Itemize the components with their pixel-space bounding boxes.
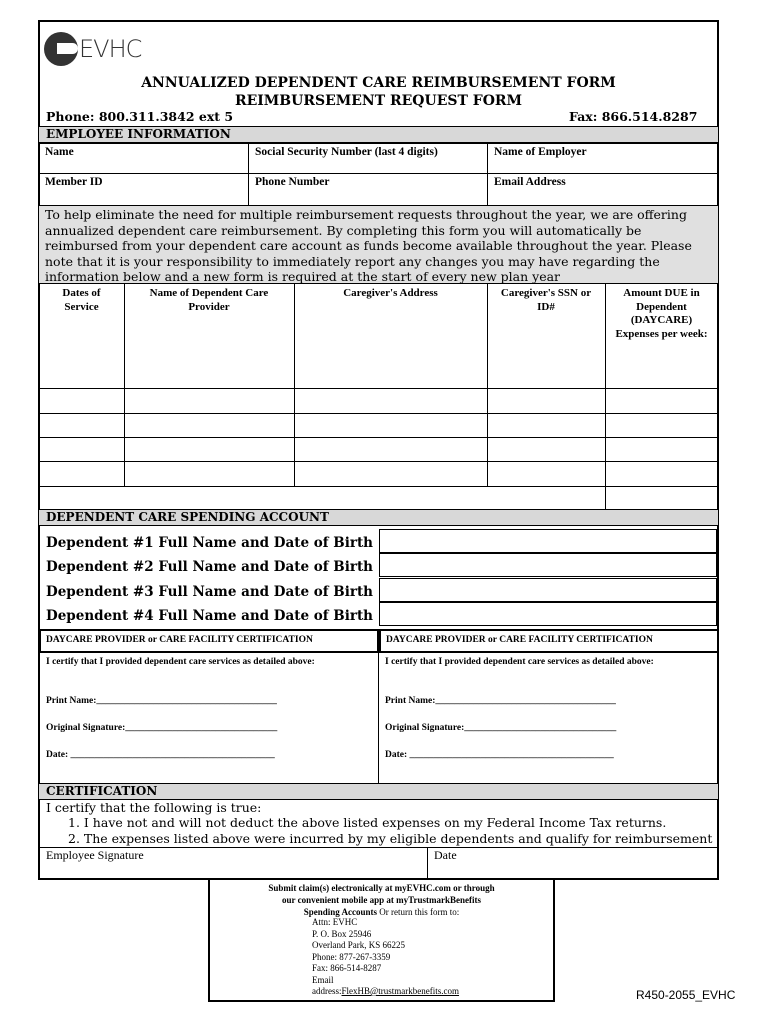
- signature-left[interactable]: Original Signature:________________________________: [46, 723, 278, 733]
- name-field[interactable]: [39, 143, 249, 174]
- mailing-phone: Phone: 877-267-3359: [312, 951, 391, 962]
- dependent-1-label: Dependent #1 Full Name and Date of Birth: [46, 535, 373, 551]
- provider-statement-right: I certify that I provided dependent care services as detailed above:: [385, 657, 654, 667]
- mailing-city: Overland Park, KS 66225: [312, 940, 405, 950]
- table-row[interactable]: [39, 461, 718, 462]
- email-label: Email Address: [494, 176, 566, 188]
- provider-statement-left: I certify that I provided dependent care services as detailed above:: [46, 657, 315, 667]
- table-row[interactable]: [39, 486, 718, 487]
- phone-label: Phone Number: [255, 176, 330, 188]
- mailing-email-label: Email: [312, 974, 334, 985]
- col-caregiver-address: Caregiver's Address: [343, 287, 438, 299]
- evhc-logo: [44, 32, 141, 66]
- member-id-label: Member ID: [45, 176, 103, 188]
- phone-number: Phone: 800.311.3842 ext 5: [46, 109, 234, 124]
- dcsa-heading: DEPENDENT CARE SPENDING ACCOUNT: [39, 509, 718, 526]
- col-amount-due: Amount DUE in Dependent (DAYCARE) Expenses per week:: [615, 287, 708, 340]
- dependent-2-label: Dependent #2 Full Name and Date of Birth: [46, 559, 373, 575]
- mailing-line-2: our convenient mobile app at myTrustmarkBenefits: [282, 895, 481, 905]
- dependent-2-field[interactable]: [379, 553, 718, 577]
- intro-paragraph: To help eliminate the need for multiple reimbursement requests throughout the year, we are offering annualized dependent care reimbursement. By completing this form you will automatically be reimbursed from your dependent care account as funds become available throughout the year. Please note that it is your responsibility to immediately report any changes you may have regarding the information below and a new form is required at the start of every new plan year: [39, 206, 718, 284]
- table-row[interactable]: [39, 388, 718, 389]
- name-label: Name: [45, 146, 74, 158]
- member-id-field[interactable]: [39, 173, 249, 206]
- dependent-1-field[interactable]: [379, 529, 718, 553]
- certification-intro: I certify that the following is true:: [46, 800, 262, 815]
- employee-signature-label[interactable]: Employee Signature: [46, 848, 144, 862]
- provider-cert-heading-right: DAYCARE PROVIDER or CARE FACILITY CERTIFICATION: [379, 629, 719, 653]
- dependent-4-label: Dependent #4 Full Name and Date of Birth: [46, 608, 373, 624]
- certification-item-2: 2. The expenses listed above were incurred by my eligible dependents and qualify for reimbursement: [68, 831, 713, 846]
- signature-right[interactable]: Original Signature:________________________________: [385, 723, 617, 733]
- employee-info-heading: EMPLOYEE INFORMATION: [39, 126, 718, 143]
- mailing-instructions: [208, 879, 555, 1002]
- provider-cert-heading-left: DAYCARE PROVIDER or CARE FACILITY CERTIFICATION: [39, 629, 379, 653]
- table-row[interactable]: [39, 413, 718, 414]
- signature-divider: [427, 847, 428, 878]
- cert-divider: [378, 653, 379, 783]
- form-code: R450-2055_EVHC: [636, 988, 736, 1002]
- print-name-right[interactable]: Print Name:______________________________________: [385, 696, 616, 706]
- form-subtitle: REIMBURSEMENT REQUEST FORM: [234, 93, 523, 109]
- mailing-return-text: Or return this form to:: [377, 907, 460, 917]
- table-divider: [294, 284, 295, 486]
- date-left[interactable]: Date: ___________________________________________: [46, 750, 275, 760]
- certification-heading: CERTIFICATION: [39, 783, 718, 800]
- mailing-email-prefix: address:: [312, 986, 342, 996]
- col-provider-name: Name of Dependent Care Provider: [149, 287, 269, 313]
- date-right[interactable]: Date: ___________________________________________: [385, 750, 614, 760]
- table-row[interactable]: [39, 437, 718, 438]
- mailing-attn: Attn: EVHC: [312, 917, 358, 927]
- logo-text: EVHC: [79, 35, 142, 63]
- certification-item-1: 1. I have not and will not deduct the above listed expenses on my Federal Income Tax returns.: [68, 815, 667, 830]
- ssn-label: Social Security Number (last 4 digits): [255, 146, 438, 158]
- phone-field[interactable]: [248, 173, 488, 206]
- dependent-3-label: Dependent #3 Full Name and Date of Birth: [46, 584, 373, 600]
- ssn-field[interactable]: [248, 143, 488, 174]
- employee-date-label[interactable]: Date: [434, 848, 457, 862]
- dependent-4-field[interactable]: [379, 602, 718, 626]
- employer-field[interactable]: [487, 143, 718, 174]
- email-field[interactable]: [487, 173, 718, 206]
- mailing-po-box: P. O. Box 25946: [312, 928, 372, 939]
- table-divider: [124, 284, 125, 486]
- print-name-left[interactable]: Print Name:______________________________________: [46, 696, 277, 706]
- mailing-line-1: Submit claim(s) electronically at myEVHC.com or through: [268, 883, 495, 893]
- table-divider: [487, 284, 488, 486]
- mailing-fax: Fax: 866-514-8287: [312, 963, 382, 973]
- dependent-3-field[interactable]: [379, 578, 718, 602]
- evhc-logo-icon: [44, 32, 78, 66]
- employer-label: Name of Employer: [494, 146, 587, 158]
- email-link[interactable]: FlexHB@trustmarkbenefits.com: [341, 986, 460, 996]
- mailing-spending-accounts: Spending Accounts: [303, 907, 378, 917]
- fax-number: Fax: 866.514.8287: [569, 109, 698, 124]
- col-caregiver-ssn: Caregiver's SSN or ID#: [500, 287, 592, 313]
- form-title: ANNUALIZED DEPENDENT CARE REIMBURSEMENT FORM: [141, 75, 616, 91]
- col-dates-of-service: Dates of Service: [62, 287, 101, 313]
